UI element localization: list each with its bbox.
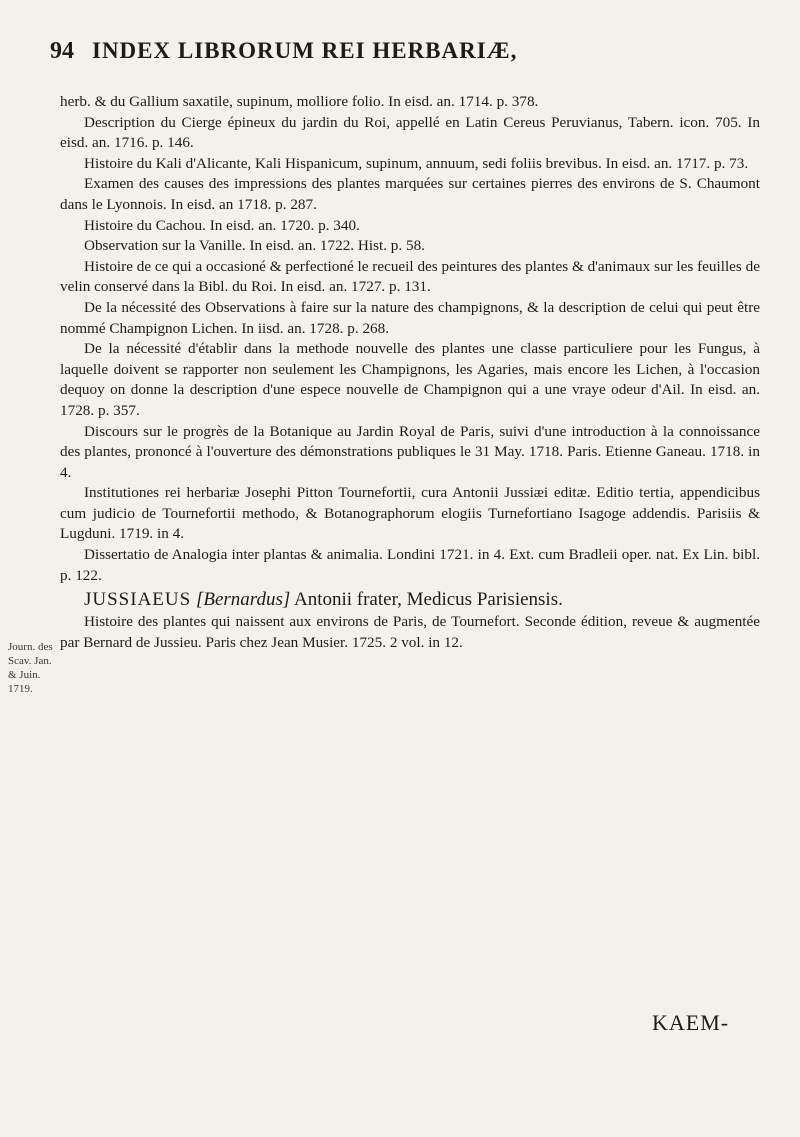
bibliography-entry: De la nécessité d'établir dans la methode nouvelle des plantes une classe particuliere pour les Fungus, à laquelle doivent se rapporter non seulement les Champignons, les Agaries, mais encore les Lichen, à l'occasion dequoy on donne la description d'une espece nouvelle de Champignon qui a une vraye odeur d'Ail. In eisd. an. 1728. p. 357. [60, 340, 760, 419]
author-name: JUSSIAEUS [84, 589, 192, 611]
margin-note-line: Journ. des [8, 641, 53, 653]
author-forename: [Bernardus] [195, 589, 291, 611]
bibliography-entry: Discours sur le progrès de la Botanique au Jardin Royal de Paris, suivi d'une introduction à la connoissance des plantes, prononcé à l'ouverture des démonstrations publiques le 31 May. 1718. Paris. Etienne Ganeau. 1718. in 4. [60, 422, 760, 481]
catchword: KAEM- [652, 1010, 730, 1035]
margin-note-line: & Juin. [8, 669, 41, 681]
margin-note-line: 1719. [8, 683, 33, 695]
bibliography-entry: Histoire du Cachou. In eisd. an. 1720. p. 340. [84, 216, 360, 234]
bibliography-entry: Description du Cierge épineux du jardin du Roi, appellé en Latin Cereus Peruvianus, Tabern. icon. 705. In eisd. an. 1716. p. 146. [60, 113, 760, 152]
margin-note-line: Scav. Jan. [8, 655, 52, 667]
bibliography-entry: Examen des causes des impressions des plantes marquées sur certaines pierres des environs de S. Chaumont dans le Lyonnois. In eisd. an 1718. p. 287. [60, 175, 760, 213]
bibliography-entry: Dissertatio de Analogia inter plantas & animalia. Londini 1721. in 4. Ext. cum Bradleii oper. nat. Ex Lin. bibl. p. 122. [60, 546, 760, 584]
running-header: INDEX LIBRORUM REI HERBARIÆ, [92, 38, 518, 63]
bibliography-entry: Histoire de ce qui a occasioné & perfectioné le recueil des peintures des plantes & d'animaux sur les feuilles de velin conservé dans la Bibl. du Roi. In eisd. an. 1727. p. 131. [60, 257, 760, 296]
bibliography-entry: Institutiones rei herbariæ Josephi Pitton Tournefortii, cura Antonii Jussiæi editæ. Editio tertia, appendicibus cum judicio de Tournefortii methodo, & Botanographorum elogiis Turnefortiano Isagoge addendis. Parisiis & Lugduni. 1719. in 4. [60, 484, 760, 543]
bibliography-entry: De la nécessité des Observations à faire sur la nature des champignons, & la description de celui qui peut être nommé Champignon Lichen. In iisd. an. 1728. p. 268. [60, 298, 760, 337]
text-column [60, 92, 760, 653]
author-heading [60, 588, 760, 612]
bibliography-entry: herb. & du Gallium saxatile, supinum, molliore folio. In eisd. an. 1714. p. 378. [60, 93, 539, 110]
bibliography-entry: Histoire du Kali d'Alicante, Kali Hispanicum, supinum, annuum, sedi foliis brevibus. In eisd. an. 1717. p. 73. [84, 154, 749, 172]
bibliography-entry: Histoire des plantes qui naissent aux environs de Paris, de Tournefort. Seconde édition, reveue & augmentée par Bernard de Jussieu. Paris chez Jean Musier. 1725. 2 vol. in 12. [60, 613, 760, 651]
author-description: Antonii frater, Medicus Parisiensis. [293, 589, 563, 611]
bibliography-entry: Observation sur la Vanille. In eisd. an. 1722. Hist. p. 58. [84, 237, 425, 255]
margin-note [8, 640, 66, 696]
page-number: 94 [50, 38, 74, 64]
